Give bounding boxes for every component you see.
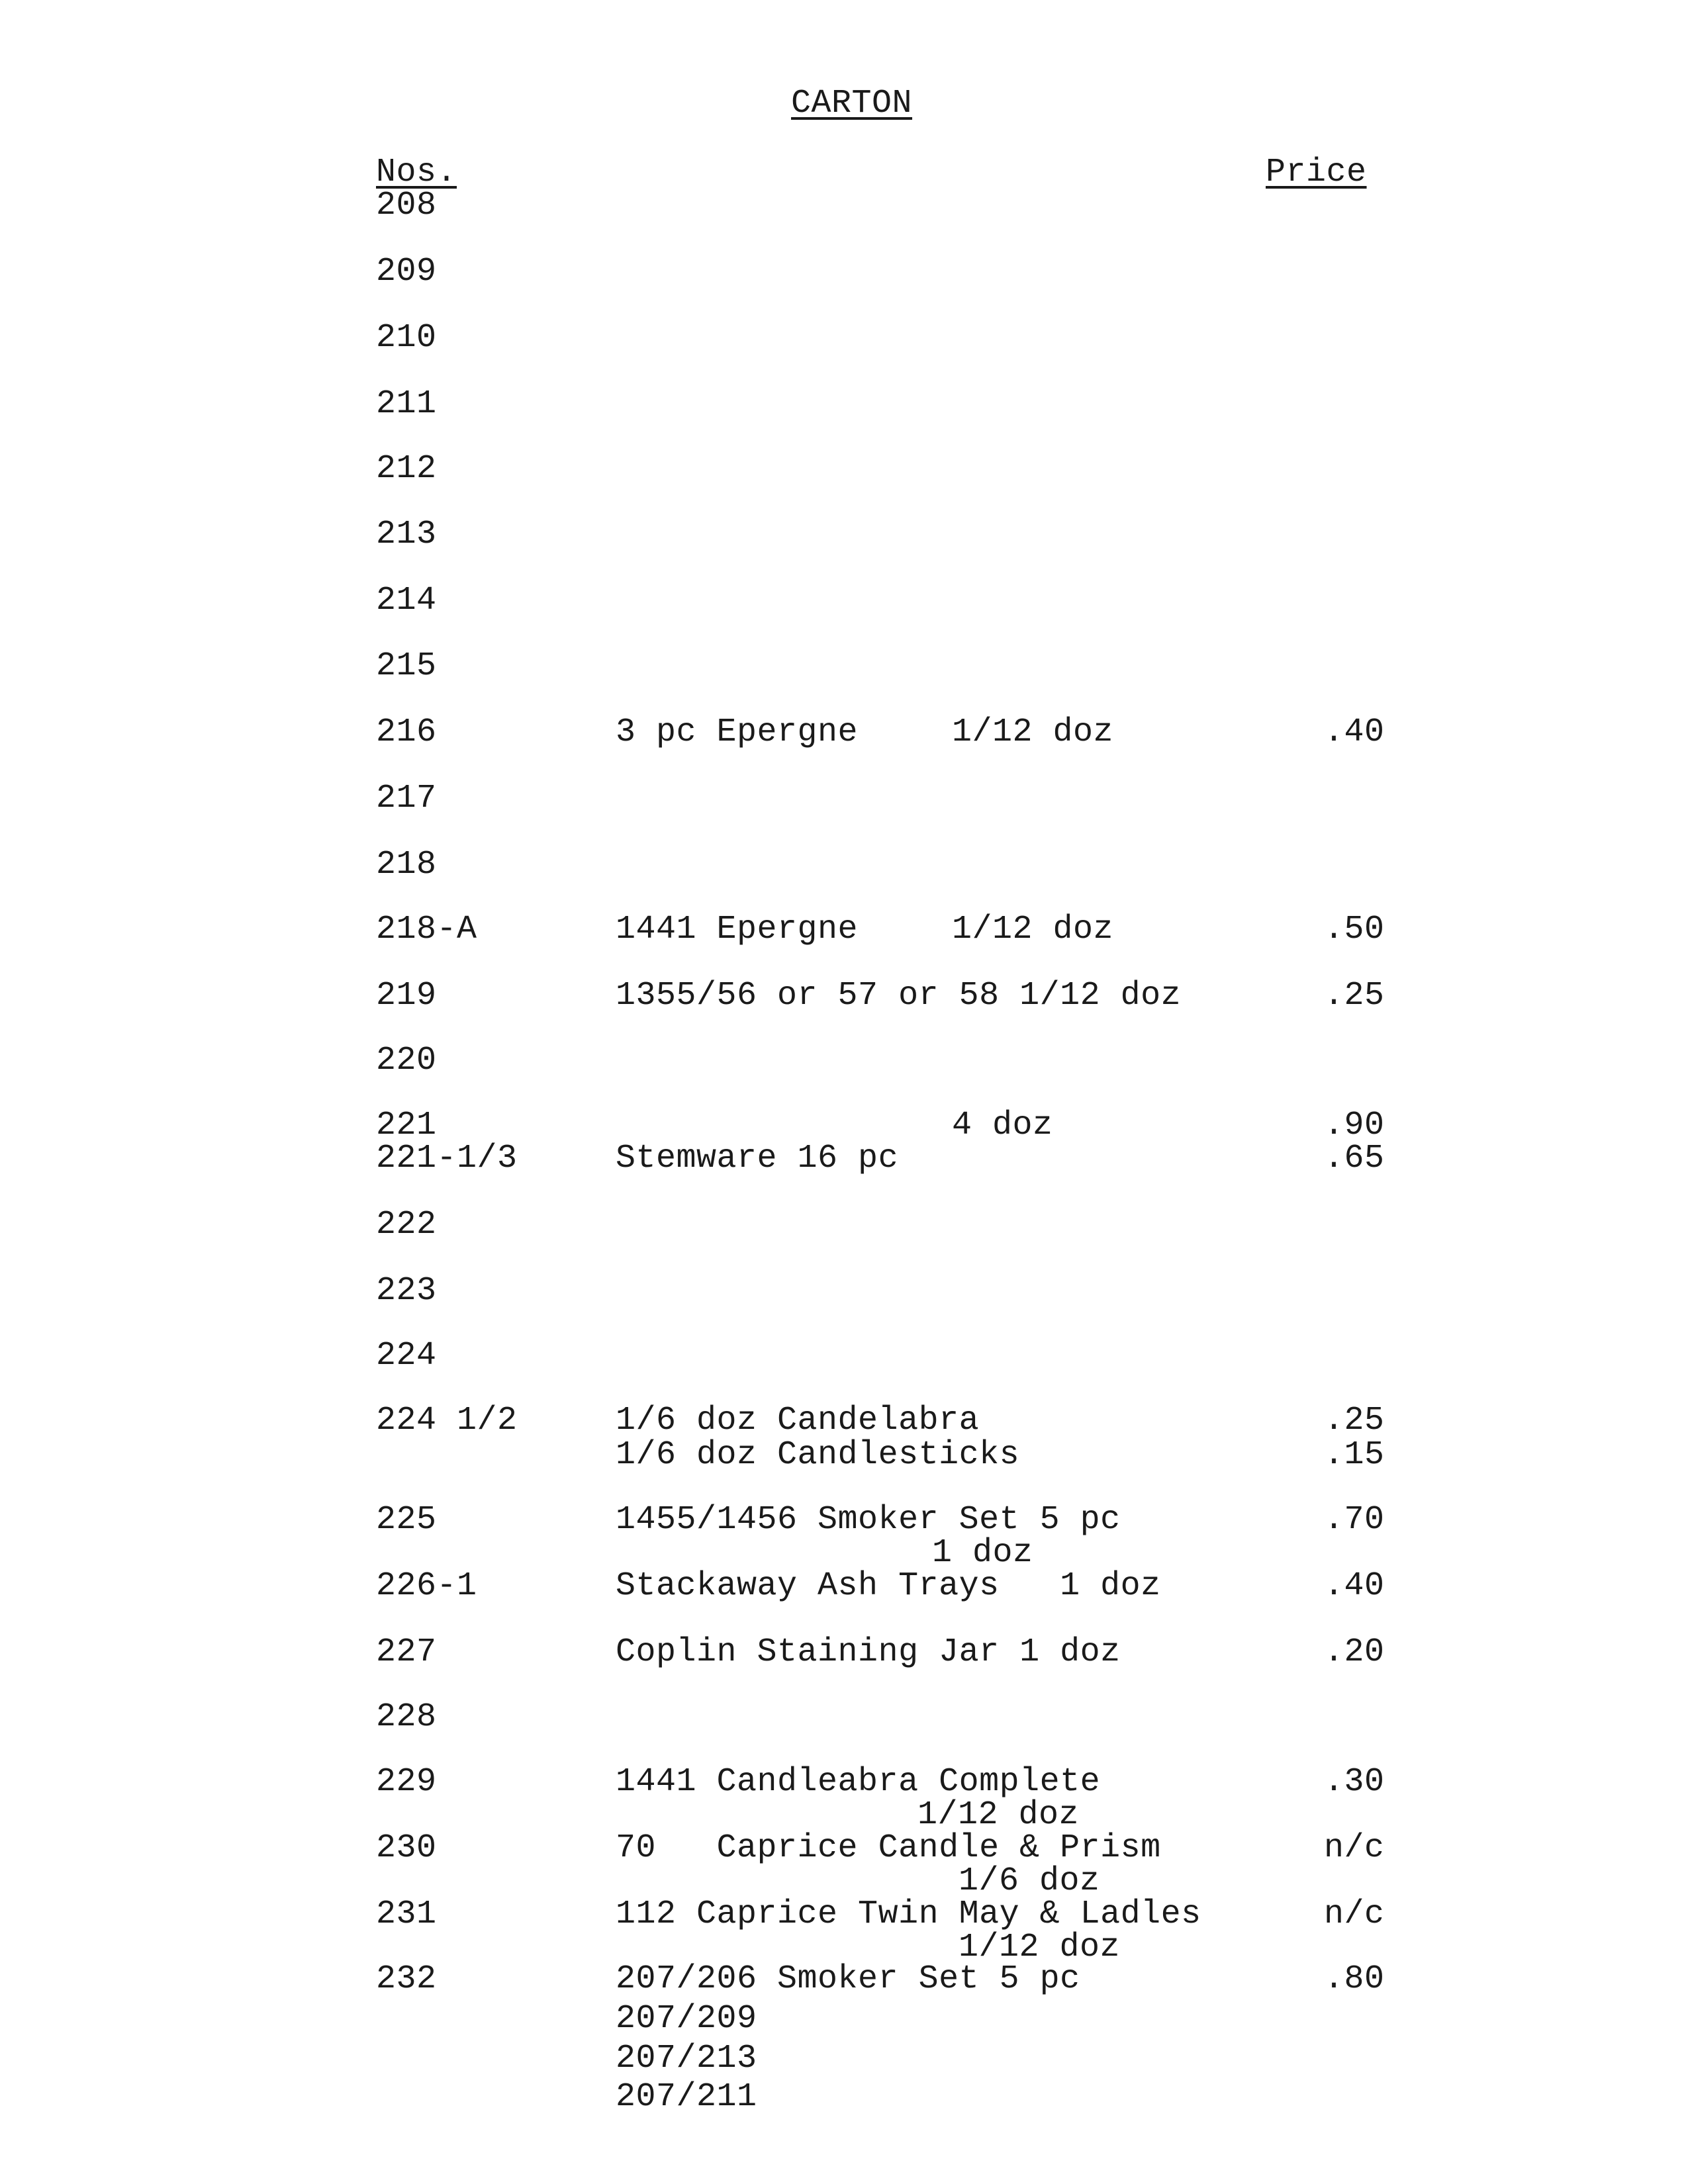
item-number: 230: [376, 1829, 437, 1867]
item-price: .25: [1324, 977, 1385, 1015]
price-column-header: Price: [1266, 154, 1367, 191]
item-price: .15: [1324, 1436, 1385, 1474]
nos-column-header: Nos.: [376, 154, 457, 191]
item-number: 222: [376, 1206, 437, 1244]
item-description: 1441 Epergne: [616, 911, 859, 948]
item-description: 1/6 doz Candelabra: [616, 1402, 980, 1439]
item-quantity: 4 doz: [952, 1107, 1053, 1144]
item-number: 215: [376, 647, 437, 685]
item-number: 212: [376, 450, 437, 488]
item-price: .20: [1324, 1633, 1385, 1671]
item-number: 209: [376, 253, 437, 291]
item-number: 218-A: [376, 911, 477, 948]
item-description: 1455/1456 Smoker Set 5 pc: [616, 1501, 1121, 1539]
item-number: 219: [376, 977, 437, 1015]
item-description: 1/6 doz Candlesticks: [616, 1436, 1020, 1474]
item-quantity: 1/12 doz: [952, 911, 1114, 948]
item-number: 221-1/3: [376, 1140, 518, 1177]
item-description: Stemware 16 pc: [616, 1140, 899, 1177]
item-number: 224: [376, 1337, 437, 1375]
item-number: 228: [376, 1698, 437, 1736]
item-number: 231: [376, 1895, 437, 1933]
item-number: 229: [376, 1763, 437, 1801]
item-number: 223: [376, 1272, 437, 1310]
item-price: n/c: [1324, 1829, 1385, 1867]
item-description: 3 pc Epergne: [616, 713, 859, 751]
item-number: 227: [376, 1633, 437, 1671]
item-description: Stackaway Ash Trays 1 doz: [616, 1567, 1161, 1605]
item-description: 207/213: [616, 2040, 757, 2077]
item-price: .25: [1324, 1402, 1385, 1439]
item-number: 232: [376, 1960, 437, 1998]
item-quantity: 1/6 doz: [959, 1862, 1100, 1900]
page-title: CARTON: [791, 85, 913, 122]
item-price: .70: [1324, 1501, 1385, 1539]
item-description: 112 Caprice Twin May & Ladles: [616, 1895, 1201, 1933]
item-price: .30: [1324, 1763, 1385, 1801]
item-description: 1355/56 or 57 or 58 1/12 doz: [616, 977, 1182, 1015]
item-description: 70 Caprice Candle & Prism: [616, 1829, 1161, 1867]
item-number: 225: [376, 1501, 437, 1539]
item-price: .40: [1324, 713, 1385, 751]
item-number: 211: [376, 385, 437, 423]
item-description: 207/209: [616, 2000, 757, 2038]
item-number: 221: [376, 1107, 437, 1144]
item-number: 218: [376, 846, 437, 884]
item-number: 208: [376, 187, 437, 224]
item-description: Coplin Staining Jar 1 doz: [616, 1633, 1121, 1671]
item-number: 213: [376, 516, 437, 553]
item-price: .80: [1324, 1960, 1385, 1998]
item-number: 216: [376, 713, 437, 751]
item-description: 1441 Candleabra Complete: [616, 1763, 1101, 1801]
item-number: 226-1: [376, 1567, 477, 1605]
item-quantity: 1/12 doz: [917, 1796, 1080, 1834]
item-quantity: 1/12 doz: [959, 1929, 1121, 1966]
item-price: .90: [1324, 1107, 1385, 1144]
item-quantity: 1/12 doz: [952, 713, 1114, 751]
item-description: 207/206 Smoker Set 5 pc: [616, 1960, 1080, 1998]
item-number: 210: [376, 319, 437, 357]
item-number: 214: [376, 582, 437, 619]
item-price: .50: [1324, 911, 1385, 948]
item-quantity: 1 doz: [932, 1534, 1033, 1572]
item-number: 217: [376, 780, 437, 817]
item-price: .65: [1324, 1140, 1385, 1177]
item-number: 220: [376, 1042, 437, 1079]
item-price: .40: [1324, 1567, 1385, 1605]
item-price: n/c: [1324, 1895, 1385, 1933]
item-number: 224 1/2: [376, 1402, 518, 1439]
item-description: 207/211: [616, 2078, 757, 2116]
